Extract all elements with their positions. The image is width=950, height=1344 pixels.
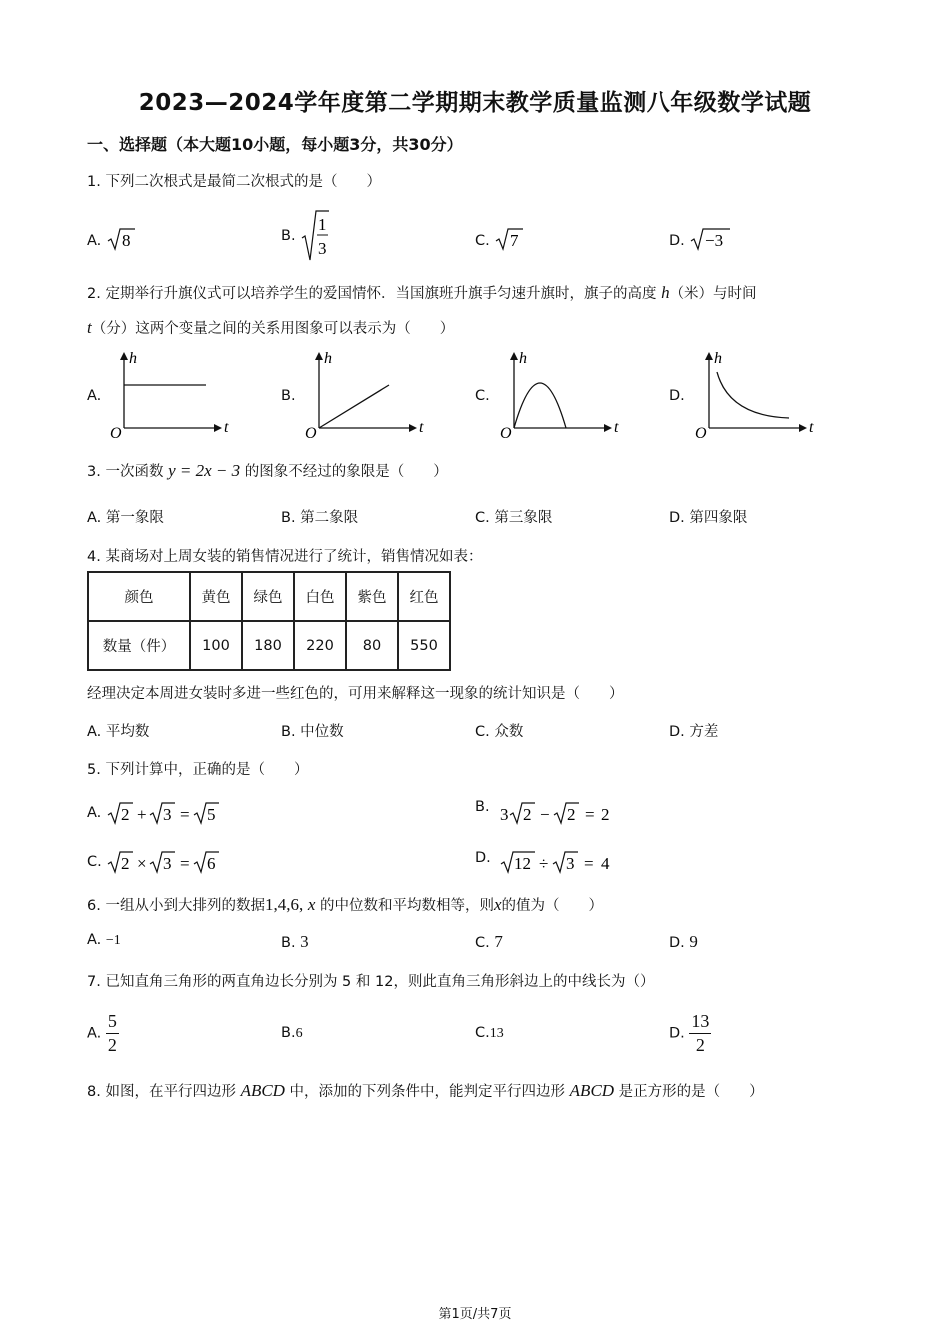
radical-sign-icon bbox=[106, 226, 136, 252]
q8-text: 8. 如图，在平行四边形 bbox=[87, 1084, 241, 1100]
axis-label-t: t bbox=[419, 419, 424, 436]
question-7-stem: 7. 已知直角三角形的两直角边长分别为 5 和 12，则此直角三角形斜边上的中线长为（） bbox=[87, 974, 655, 990]
sqrt-expression bbox=[106, 849, 226, 875]
formula: y = 2x − 3 bbox=[168, 461, 241, 480]
section-heading: 一、选择题（本大题10小题，每小题3分，共30分） bbox=[87, 135, 463, 154]
svg-text:2: 2 bbox=[601, 805, 610, 824]
option-label: D. bbox=[475, 850, 491, 866]
option-label: C. bbox=[475, 233, 490, 249]
option-text: 第一象限 bbox=[105, 510, 164, 526]
shape-name: ABCD bbox=[569, 1081, 615, 1100]
q8-text: 中，添加的下列条件中，能判定平行四边形 bbox=[284, 1084, 570, 1100]
axis-label-h: h bbox=[324, 350, 332, 367]
option-label: B. bbox=[281, 724, 296, 740]
var-h: h bbox=[661, 283, 670, 302]
question-2-line-2 bbox=[87, 317, 454, 338]
q2-text: （米）与时间 bbox=[669, 286, 757, 302]
question-4-stem: 4. 某商场对上周女装的销售情况进行了统计，销售情况如表： bbox=[87, 549, 483, 565]
shape-name: ABCD bbox=[240, 1081, 285, 1100]
svg-text:÷: ÷ bbox=[539, 854, 549, 873]
option-label: C. bbox=[475, 724, 490, 740]
fraction: $\frac{13}{2}$ bbox=[691, 1011, 710, 1055]
axis-label-t: t bbox=[224, 419, 229, 436]
option-label: D. bbox=[669, 1025, 685, 1042]
sqrt-expression bbox=[106, 800, 226, 826]
table-cell: 数量（件） bbox=[88, 621, 190, 670]
sqrt-expression bbox=[494, 800, 634, 826]
axis-label-t: t bbox=[614, 419, 619, 436]
page-title: 2023—2024学年度第二学期期末教学质量监测八年级数学试题 bbox=[138, 90, 812, 116]
svg-text:3: 3 bbox=[500, 805, 509, 824]
option-text: 平均数 bbox=[105, 724, 150, 740]
q4-option-b[interactable] bbox=[281, 720, 344, 741]
svg-text:4: 4 bbox=[601, 854, 610, 873]
option-label: A. bbox=[87, 1025, 102, 1042]
table-cell: 80 bbox=[346, 621, 398, 670]
option-label: B. bbox=[475, 799, 490, 815]
q4-option-d[interactable] bbox=[669, 720, 718, 741]
q5-option-b[interactable] bbox=[475, 800, 634, 826]
table-cell: 颜色 bbox=[88, 572, 190, 621]
q2-graph-c[interactable] bbox=[490, 348, 630, 443]
svg-text:=: = bbox=[180, 854, 190, 873]
radicand: 7 bbox=[510, 231, 519, 250]
sqrt-fraction-expression bbox=[300, 208, 330, 268]
option-text: 3 bbox=[300, 932, 309, 951]
table-cell: 绿色 bbox=[242, 572, 294, 621]
q6-text: 的中位数和平均数相等，则 bbox=[315, 898, 494, 914]
svg-text:2: 2 bbox=[120, 805, 130, 824]
option-text: 第二象限 bbox=[300, 510, 359, 526]
q6-option-d[interactable] bbox=[669, 932, 698, 952]
svg-text:3: 3 bbox=[566, 854, 575, 873]
q7-option-d[interactable] bbox=[669, 1012, 711, 1055]
origin-label: O bbox=[305, 425, 317, 442]
radicand: 8 bbox=[121, 231, 131, 250]
option-text: 中位数 bbox=[300, 724, 344, 740]
svg-text:12: 12 bbox=[514, 854, 532, 873]
origin-label: O bbox=[500, 425, 512, 442]
q1-option-c[interactable] bbox=[475, 226, 524, 256]
q4-option-a[interactable] bbox=[87, 720, 149, 741]
q6-option-a[interactable] bbox=[87, 932, 121, 949]
svg-text:−: − bbox=[540, 805, 550, 824]
q3-option-d[interactable] bbox=[669, 506, 747, 527]
option-label: C. bbox=[475, 1025, 490, 1041]
q8-text: 是正方形的是（ ） bbox=[614, 1084, 764, 1100]
q5-option-c[interactable] bbox=[87, 849, 226, 875]
question-8-stem bbox=[87, 1080, 764, 1101]
radical-sign-icon bbox=[494, 226, 524, 252]
q2-option-b-label: B. bbox=[281, 388, 296, 404]
option-label: B. bbox=[281, 510, 296, 526]
q1-option-d[interactable] bbox=[669, 226, 731, 256]
option-label: A. bbox=[87, 805, 102, 821]
svg-text:+: + bbox=[136, 805, 147, 824]
table-cell: 紫色 bbox=[346, 572, 398, 621]
svg-text:×: × bbox=[137, 854, 147, 873]
table-row bbox=[88, 572, 450, 621]
q2-text: （分）这两个变量之间的关系用图象可以表示为（ ） bbox=[91, 321, 455, 337]
q6-option-b[interactable] bbox=[281, 932, 309, 952]
q2-graph-d[interactable] bbox=[685, 348, 825, 443]
q7-option-c[interactable] bbox=[475, 1025, 504, 1042]
axis-label-h: h bbox=[519, 350, 527, 367]
denominator: 3 bbox=[318, 239, 327, 258]
q2-option-d-label: D. bbox=[669, 388, 685, 404]
option-label: C. bbox=[475, 935, 490, 951]
sales-table bbox=[87, 571, 451, 671]
option-text: 方差 bbox=[689, 724, 719, 740]
q7-option-a[interactable] bbox=[87, 1012, 119, 1055]
option-label: D. bbox=[669, 724, 685, 740]
radical-sign-icon bbox=[300, 208, 330, 264]
table-cell: 180 bbox=[242, 621, 294, 670]
numerator: 1 bbox=[318, 215, 327, 234]
q2-graph-b[interactable] bbox=[295, 348, 435, 443]
page-footer: 第1页/共7页 bbox=[438, 1307, 512, 1322]
svg-text:2: 2 bbox=[567, 805, 576, 824]
question-4-after: 经理决定本周进女装时多进一些红色的，可用来解释这一现象的统计知识是（ ） bbox=[87, 686, 624, 702]
option-label: D. bbox=[669, 935, 685, 951]
q3-option-b[interactable] bbox=[281, 506, 358, 527]
option-text: 6 bbox=[295, 1026, 303, 1041]
origin-label: O bbox=[695, 425, 707, 442]
q6-text: 6. 一组从小到大排列的数据 bbox=[87, 898, 265, 914]
q3-text: 3. 一次函数 bbox=[87, 464, 169, 480]
table-cell: 220 bbox=[294, 621, 346, 670]
option-label: C. bbox=[87, 854, 102, 870]
option-label: A. bbox=[87, 932, 102, 948]
table-cell: 黄色 bbox=[190, 572, 242, 621]
option-label: A. bbox=[87, 510, 102, 526]
option-text: 众数 bbox=[494, 724, 524, 740]
option-label: D. bbox=[669, 233, 685, 249]
table-cell: 550 bbox=[398, 621, 450, 670]
sqrt-expression bbox=[494, 226, 524, 256]
svg-text:6: 6 bbox=[207, 854, 216, 873]
q1-option-a[interactable] bbox=[87, 226, 136, 256]
q4-option-c[interactable] bbox=[475, 720, 523, 741]
svg-text:2: 2 bbox=[121, 854, 130, 873]
data-list: 1,4,6, bbox=[264, 895, 304, 914]
question-1-stem: 1. 下列二次根式是最简二次根式的是（ ） bbox=[87, 174, 381, 190]
radicand: −3 bbox=[705, 231, 724, 250]
option-text: 第三象限 bbox=[494, 510, 553, 526]
axis-label-h: h bbox=[129, 350, 137, 367]
q1-option-b[interactable] bbox=[281, 208, 330, 268]
var-x: x bbox=[307, 895, 316, 914]
option-label: B. bbox=[281, 1025, 296, 1041]
q5-option-d[interactable] bbox=[475, 849, 635, 875]
question-3-stem bbox=[87, 460, 448, 481]
option-label: D. bbox=[669, 510, 685, 526]
option-text: 7 bbox=[494, 932, 503, 951]
svg-text:=: = bbox=[584, 854, 594, 873]
question-2-line-1 bbox=[87, 282, 757, 303]
axis-label-t: t bbox=[809, 419, 814, 436]
option-text: 9 bbox=[689, 932, 698, 951]
q3-option-a[interactable] bbox=[87, 506, 164, 527]
option-label: B. bbox=[281, 228, 296, 244]
svg-text:2: 2 bbox=[523, 805, 532, 824]
q2-text: 2. 定期举行升旗仪式可以培养学生的爱国情怀．当国旗班升旗手匀速升旗时，旗子的高度 bbox=[87, 286, 662, 302]
option-label: A. bbox=[87, 724, 102, 740]
q6-text: 的值为（ ） bbox=[501, 898, 604, 914]
table-row bbox=[88, 621, 450, 670]
table-cell: 100 bbox=[190, 621, 242, 670]
option-text: 第四象限 bbox=[689, 510, 748, 526]
option-text: 13 bbox=[489, 1026, 504, 1041]
q7-option-b[interactable] bbox=[281, 1025, 303, 1042]
q2-option-c-label: C. bbox=[475, 388, 490, 404]
svg-text:=: = bbox=[179, 805, 190, 824]
sqrt-expression bbox=[689, 226, 731, 256]
q6-option-c[interactable] bbox=[475, 932, 503, 952]
question-5-stem: 5. 下列计算中，正确的是（ ） bbox=[87, 762, 309, 778]
origin-label: O bbox=[110, 425, 122, 442]
axis-label-h: h bbox=[714, 350, 722, 367]
question-6-stem bbox=[87, 894, 603, 915]
svg-text:5: 5 bbox=[206, 805, 216, 824]
q2-graph-a[interactable] bbox=[100, 348, 240, 443]
sqrt-expression bbox=[495, 849, 635, 875]
option-label: C. bbox=[475, 510, 490, 526]
option-label: B. bbox=[281, 935, 296, 951]
var-x: x bbox=[493, 895, 502, 914]
q3-option-c[interactable] bbox=[475, 506, 552, 527]
table-cell: 红色 bbox=[398, 572, 450, 621]
q2-option-a-label: A. bbox=[87, 388, 102, 404]
q3-text: 的图象不经过的象限是（ ） bbox=[240, 464, 448, 480]
option-text: −1 bbox=[105, 933, 121, 948]
svg-text:3: 3 bbox=[163, 854, 172, 873]
q5-option-a[interactable] bbox=[87, 800, 226, 826]
fraction: $\frac{5}{2}$ bbox=[107, 1011, 117, 1055]
sqrt-expression bbox=[106, 226, 136, 256]
table-cell: 白色 bbox=[294, 572, 346, 621]
svg-text:3: 3 bbox=[162, 805, 172, 824]
svg-text:=: = bbox=[585, 805, 595, 824]
var-t: t bbox=[87, 318, 92, 337]
option-label: A. bbox=[87, 233, 102, 249]
radical-sign-icon bbox=[689, 226, 731, 252]
